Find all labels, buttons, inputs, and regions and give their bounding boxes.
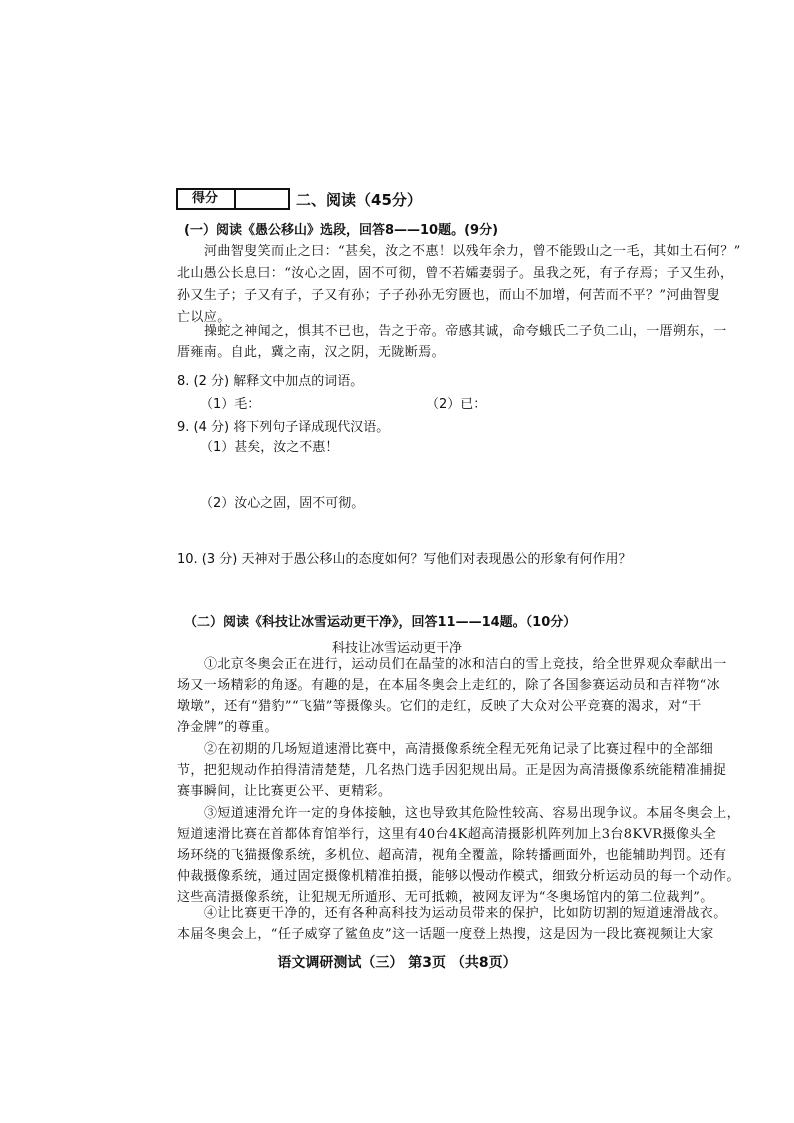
article-line: ④让比赛更干净的，还有各种高科技为运动员带来的保护，比如防切割的短道速滑战衣。 (204, 906, 727, 921)
article-line: 短道速滑比赛在首都体育馆举行，这里有40台4K超高清摄影机阵列加上3台8KVR摄像头全 (177, 827, 717, 842)
question-10-stem: 10. (3 分) 天神对于愚公移山的态度如何？写他们对表现愚公的形象有何作用？ (177, 552, 632, 567)
article-line: 净金牌”的尊重。 (177, 720, 278, 735)
question-8-item-2: （2）已： (426, 397, 487, 412)
article-line: 赛事瞬间，让比赛更公平、更精彩。 (177, 784, 392, 799)
question-8-item-1: （1）毛： (200, 397, 261, 412)
part2-heading: （二）阅读《科技让冰雪运动更干净》，回答11——14题。（10分） (184, 615, 577, 630)
article-line: 场环绕的飞猫摄像系统，多机位、超高清，视角全覆盖，除转播画面外，也能辅助判罚。还有 (177, 848, 727, 863)
score-box (176, 188, 290, 210)
article-line: 场又一场精彩的角逐。有趣的是，在本届冬奥会上走红的，除了各国参赛运动员和吉祥物“冰 (177, 678, 721, 693)
score-label: 得分 (178, 190, 236, 208)
score-blank-field[interactable] (236, 190, 288, 208)
article-line: ②在初期的几场短道速滑比赛中，高清摄像系统全程无死角记录了比赛过程中的全部细 (204, 742, 714, 757)
article-line: 墩墩”，还有“猎豹”“飞猫”等摄像头。它们的走红，反映了大众对公平竞赛的渴求，对“干 (177, 699, 702, 714)
passage1-line: 厝雍南。自此，冀之南，汉之阴，无陇断焉。 (177, 345, 446, 360)
article-line: 仲裁摄像系统，通过固定摄像机精准拍摄，能够以慢动作模式，细致分析运动员的每一个动作。 (177, 869, 740, 884)
passage1-line: 亡以应。 (177, 310, 231, 325)
question-8-stem: 8. (2 分) 解释文中加点的词语。 (177, 374, 364, 389)
article-line: ③短道速滑允许一定的身体接触，这也导致其危险性较高、容易出现争议。本届冬奥会上， (204, 806, 741, 821)
passage1-line: 操蛇之神闻之，惧其不已也，告之于帝。帝感其诚，命夸蛾氏二子负二山，一厝朔东，一 (204, 324, 727, 339)
part1-heading: (一）阅读《愚公移山》选段，回答8——10题。(9分) (184, 223, 499, 238)
question-9-stem: 9. (4 分) 将下列句子译成现代汉语。 (177, 420, 390, 435)
passage1-line: 河曲智叟笑而止之曰：“甚矣，汝之不惠！以残年余力，曾不能毁山之一毛，其如土石何？” (204, 244, 741, 259)
article-line: 本届冬奥会上，“任子威穿了鲨鱼皮”这一话题一度登上热搜，这是因为一段比赛视频让大家 (177, 927, 714, 942)
question-9-item-2: （2）汝心之固，固不可彻。 (200, 496, 365, 511)
page-footer: 语文调研测试（三） 第3页 （共8页） (277, 955, 517, 971)
question-9-item-1: （1）甚矣，汝之不惠！ (200, 440, 339, 455)
article-title: 科技让冰雪运动更干净 (331, 641, 462, 656)
article-line: 节，把犯规动作拍得清清楚楚，几名热门选手因犯规出局。正是因为高清摄像系统能精准捕捉 (177, 763, 727, 778)
article-line: ①北京冬奥会正在进行，运动员们在晶莹的冰和洁白的雪上竞技，给全世界观众奉献出一 (204, 657, 727, 672)
section-two-title: 二、阅读（45分） (296, 191, 422, 209)
passage1-line: 北山愚公长息曰：“汝心之固，固不可彻，曾不若孀妻弱子。虽我之死，有子存焉；子又生孙， (177, 266, 734, 281)
article-line: 这些高清摄像系统，让犯规无所遁形、无可抵赖，被网友评为“冬奥场馆内的第二位裁判”。 (177, 890, 714, 905)
passage1-line: 孙又生子；子又有子，子又有孙；子子孙孙无穷匮也，而山不加增，何苦而不平？”河曲智叟 (177, 288, 721, 303)
